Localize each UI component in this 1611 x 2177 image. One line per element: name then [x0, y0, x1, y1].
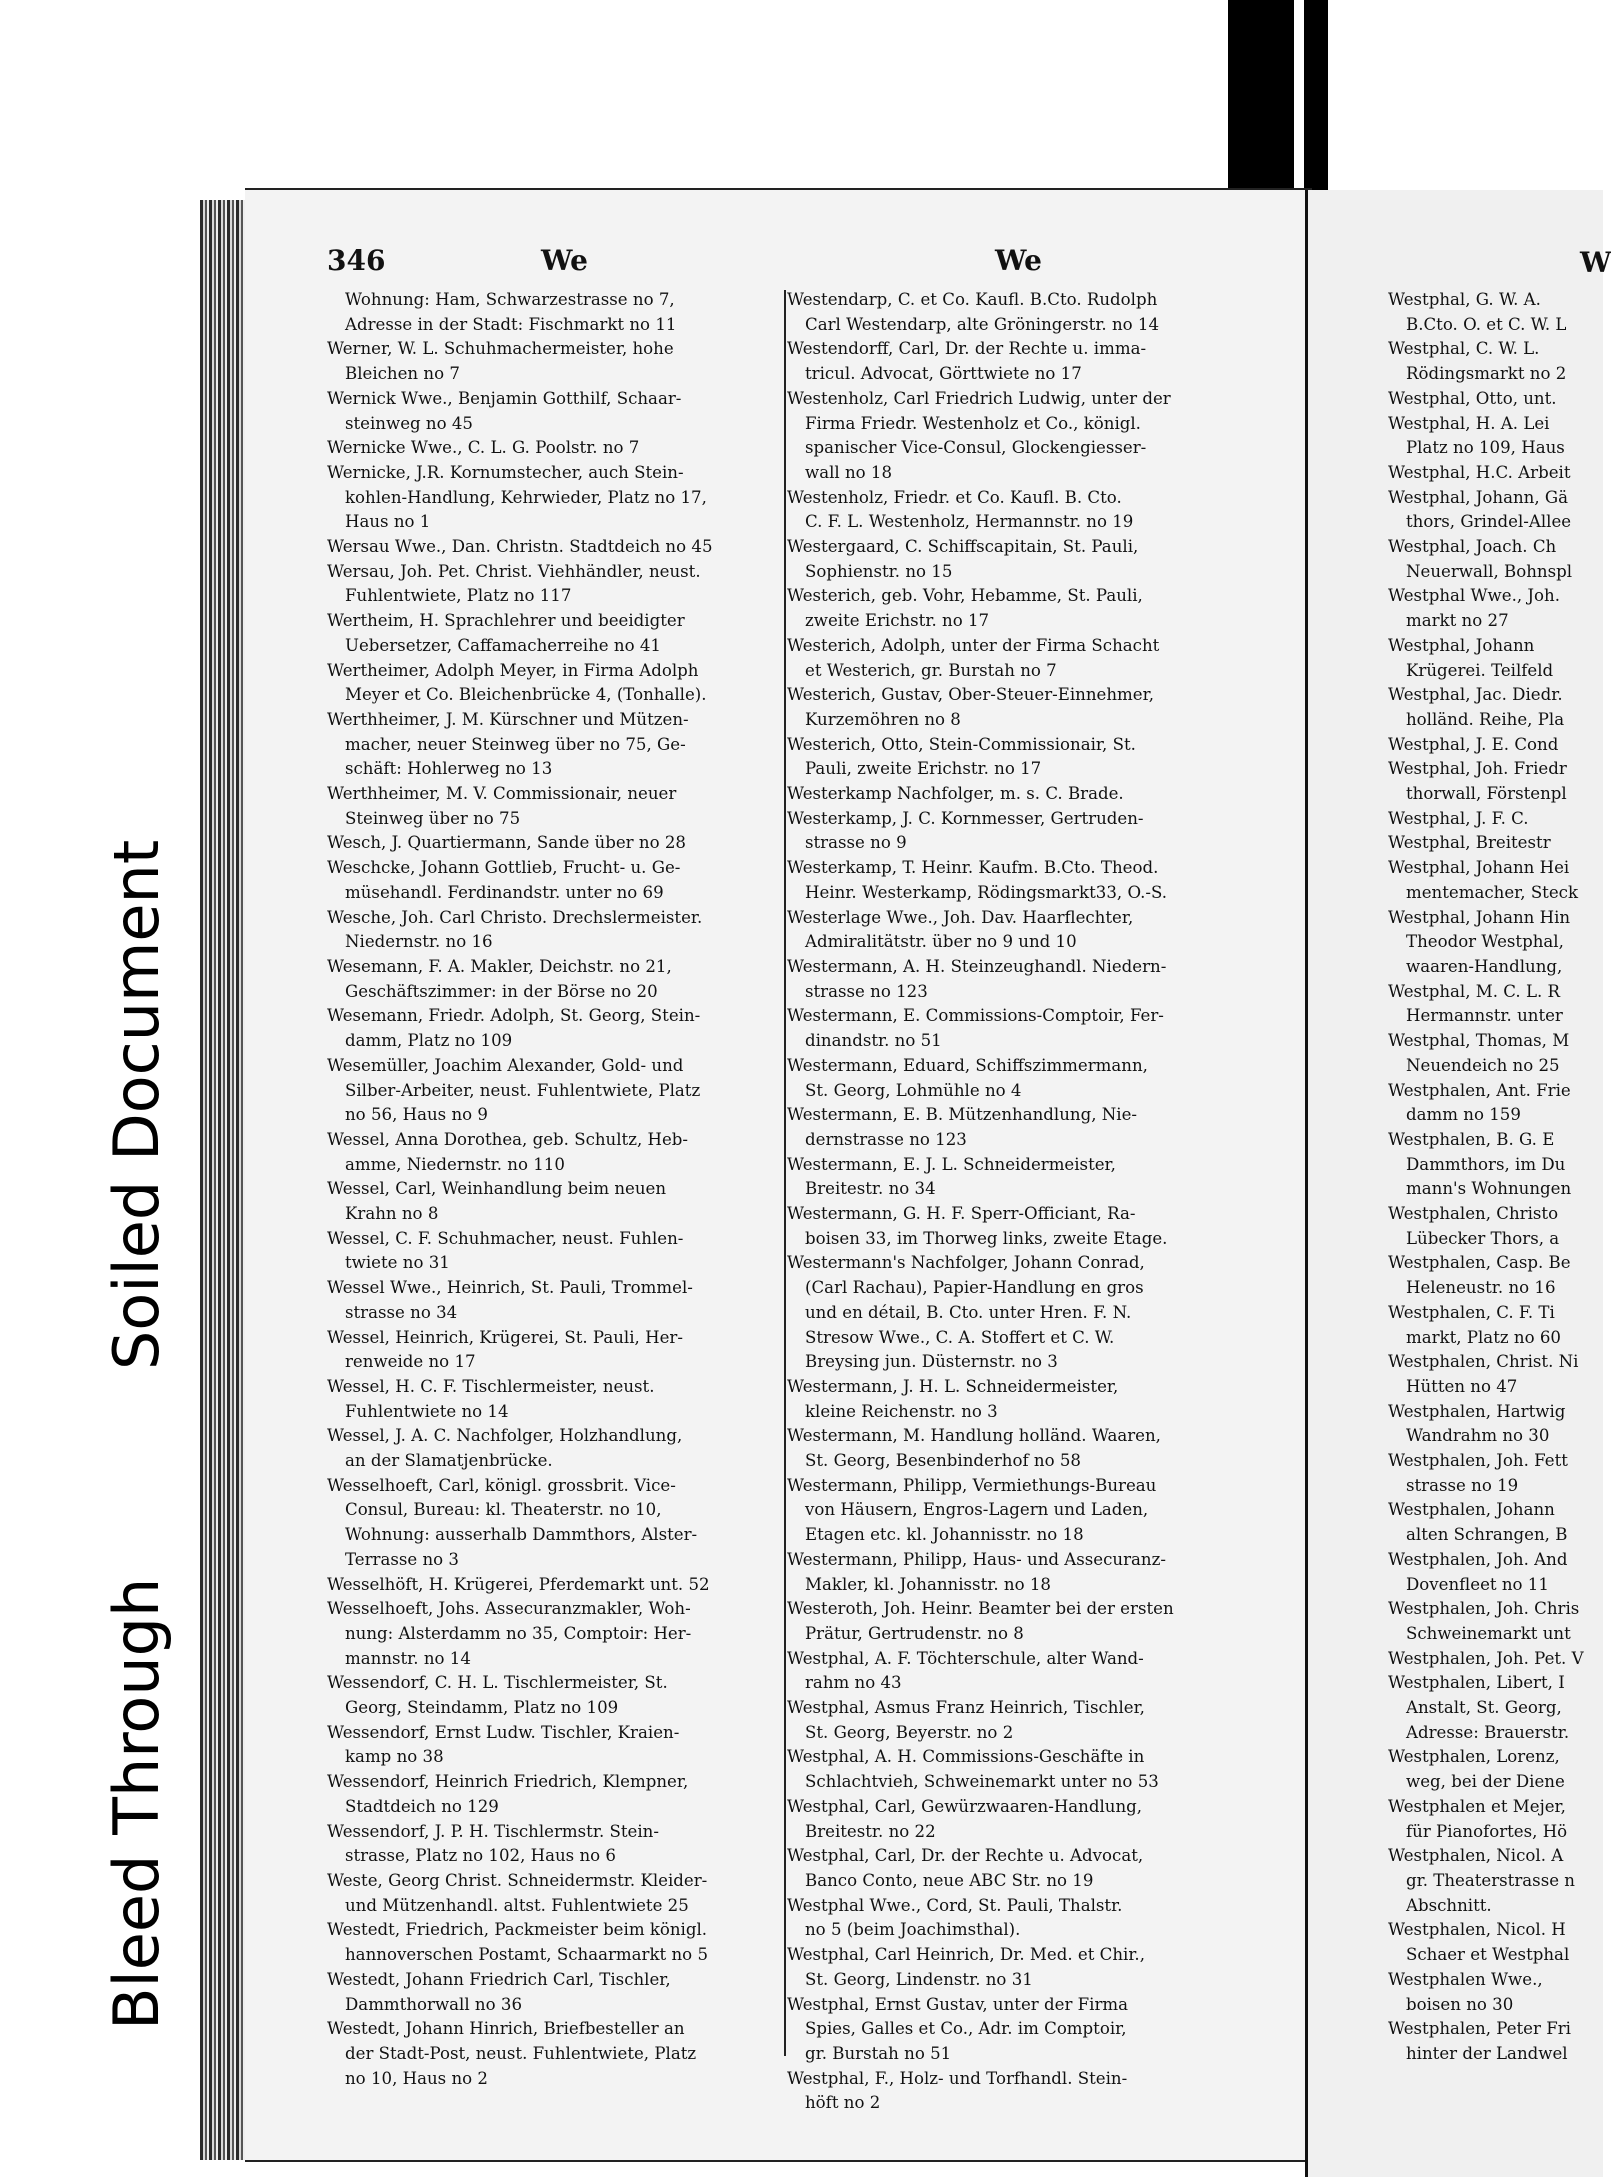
- directory-line: Schaer et Westphal: [1406, 1945, 1570, 1965]
- directory-line: und en détail, B. Cto. unter Hren. F. N.: [805, 1302, 1132, 1322]
- directory-line: thorwall, Förstenpl: [1406, 784, 1567, 804]
- directory-line: Fuhlentwiete no 14: [345, 1401, 509, 1421]
- directory-line: dinandstr. no 51: [805, 1031, 942, 1051]
- directory-line: schäft: Hohlerweg no 13: [345, 759, 553, 779]
- directory-line: Westphal, Carl, Dr. der Rechte u. Advocat,: [787, 1846, 1144, 1866]
- directory-line: steinweg no 45: [345, 413, 473, 433]
- directory-line: Westphalen, B. G. E: [1388, 1129, 1555, 1149]
- directory-line: Dammthors, im Du: [1406, 1154, 1566, 1174]
- directory-line: strasse, Platz no 102, Haus no 6: [345, 1846, 616, 1866]
- directory-line: Westphalen et Mejer,: [1388, 1796, 1566, 1816]
- directory-line: et Westerich, gr. Burstah no 7: [805, 660, 1057, 680]
- directory-line: Wohnung: ausserhalb Dammthors, Alster-: [345, 1525, 698, 1545]
- directory-line: Wessel, Carl, Weinhandlung beim neuen: [327, 1179, 667, 1199]
- directory-line: Breitestr. no 34: [805, 1179, 936, 1199]
- directory-line: Etagen etc. kl. Johannisstr. no 18: [805, 1525, 1084, 1545]
- directory-line: Meyer et Co. Bleichenbrücke 4, (Tonhalle).: [345, 685, 707, 705]
- directory-line: Uebersetzer, Caffamacherreihe no 41: [345, 635, 661, 655]
- directory-line: Westphalen, Christo: [1388, 1204, 1559, 1224]
- column-header-middle: We: [995, 244, 1042, 277]
- directory-line: Carl Westendarp, alte Gröningerstr. no 14: [805, 314, 1160, 334]
- directory-line: Wesselhöft, H. Krügerei, Pferdemarkt unt. 52: [327, 1574, 710, 1594]
- directory-line: Wessendorf, J. P. H. Tischlermstr. Stein-: [327, 1821, 659, 1841]
- directory-line: Wersau, Joh. Pet. Christ. Viehhändler, neust.: [327, 561, 701, 581]
- directory-line: Firma Friedr. Westenholz et Co., königl.: [805, 413, 1141, 433]
- directory-line: alten Schrangen, B: [1406, 1525, 1568, 1545]
- directory-line: kohlen-Handlung, Kehrwieder, Platz no 17,: [345, 487, 707, 507]
- directory-line: nung: Alsterdamm no 35, Comptoir: Her-: [345, 1623, 692, 1643]
- directory-line: Westphal, Breitestr: [1388, 833, 1551, 853]
- directory-line: Admiralitätstr. über no 9 und 10: [805, 932, 1077, 952]
- directory-line: Westphal, J. E. Cond: [1388, 734, 1559, 754]
- directory-line: Banco Conto, neue ABC Str. no 19: [805, 1871, 1094, 1890]
- directory-line: Westphal, M. C. L. R: [1388, 981, 1561, 1001]
- directory-line: Silber-Arbeiter, neust. Fuhlentwiete, Platz: [345, 1080, 701, 1100]
- directory-line: Wessel, C. F. Schuhmacher, neust. Fuhlen-: [327, 1228, 684, 1248]
- directory-line: Heinr. Westerkamp, Rödingsmarkt33, O.-S.: [805, 882, 1168, 902]
- directory-line: Westphal, Thomas, M: [1388, 1031, 1570, 1051]
- directory-line: Westerlage Wwe., Joh. Dav. Haarflechter,: [787, 907, 1134, 927]
- directory-line: Hermannstr. unter: [1406, 1006, 1563, 1026]
- directory-line: Westphal, H.C. Arbeit: [1388, 462, 1571, 482]
- directory-line: Westphalen, C. F. Ti: [1388, 1302, 1555, 1322]
- directory-line: Westermann, Eduard, Schiffszimmermann,: [787, 1055, 1148, 1075]
- directory-line: Wernicke, J.R. Kornumstecher, auch Stein-: [327, 462, 684, 482]
- directory-line: Kurzemöhren no 8: [805, 709, 961, 729]
- directory-line: der Stadt-Post, neust. Fuhlentwiete, Platz: [345, 2043, 697, 2063]
- directory-line: damm no 159: [1406, 1105, 1521, 1125]
- directory-line: Westphal, Johann: [1388, 635, 1535, 655]
- directory-line: thors, Grindel-Allee: [1406, 512, 1572, 532]
- directory-line: Westphal, F., Holz- und Torfhandl. Stein-: [787, 2068, 1128, 2088]
- directory-line: (Carl Rachau), Papier-Handlung en gros: [805, 1278, 1144, 1298]
- directory-line: Wesche, Joh. Carl Christo. Drechslermeister.: [327, 907, 703, 927]
- directory-line: Rödingsmarkt no 2: [1406, 364, 1567, 384]
- directory-line: Wersau Wwe., Dan. Christn. Stadtdeich no 45: [327, 537, 713, 557]
- directory-line: Westerkamp, J. C. Kornmesser, Gertruden-: [787, 808, 1144, 828]
- directory-line: Werthheimer, M. V. Commissionair, neuer: [327, 784, 677, 804]
- directory-line: Westeroth, Joh. Heinr. Beamter bei der ersten: [787, 1599, 1174, 1619]
- directory-line: Westerich, Otto, Stein-Commissionair, St.: [787, 734, 1136, 754]
- directory-line: Krahn no 8: [345, 1204, 439, 1224]
- directory-line: Wernicke Wwe., C. L. G. Poolstr. no 7: [327, 438, 640, 458]
- directory-line: Westphalen, Nicol. A: [1388, 1846, 1564, 1866]
- directory-line: Abschnitt.: [1406, 1895, 1492, 1915]
- directory-line: renweide no 17: [345, 1352, 476, 1372]
- directory-line: Neuendeich no 25: [1406, 1055, 1560, 1075]
- directory-line: höft no 2: [805, 2093, 881, 2113]
- directory-line: Westphal, Johann Hei: [1388, 858, 1570, 878]
- directory-line: Werner, W. L. Schuhmachermeister, hohe: [327, 339, 674, 359]
- directory-line: Breitestr. no 22: [805, 1821, 936, 1841]
- directory-line: Westphal, Joh. Friedr: [1388, 759, 1567, 779]
- directory-line: Wessendorf, C. H. L. Tischlermeister, St.: [327, 1673, 668, 1693]
- directory-line: Schlachtvieh, Schweinemarkt unter no 53: [805, 1772, 1159, 1792]
- directory-line: Westermann, A. H. Steinzeughandl. Niedern-: [787, 956, 1167, 976]
- directory-line: Georg, Steindamm, Platz no 109: [345, 1698, 619, 1718]
- directory-line: Westphalen Wwe.,: [1388, 1969, 1543, 1989]
- directory-line: mann's Wohnungen: [1406, 1179, 1572, 1199]
- directory-line: dernstrasse no 123: [805, 1129, 967, 1149]
- directory-line: Wesemann, Friedr. Adolph, St. Georg, Stein-: [327, 1006, 701, 1026]
- directory-line: Westphal, Ernst Gustav, unter der Firma: [787, 1994, 1129, 2014]
- directory-line: Wessendorf, Heinrich Friedrich, Klempner,: [327, 1772, 689, 1792]
- directory-line: Westphalen, Christ. Ni: [1388, 1352, 1579, 1372]
- directory-line: Neuerwall, Bohnspl: [1406, 561, 1573, 581]
- directory-line: mentemacher, Steck: [1406, 882, 1579, 902]
- directory-line: Theodor Westphal,: [1406, 932, 1564, 952]
- directory-line: Westphal, Carl, Gewürzwaaren-Handlung,: [787, 1796, 1143, 1816]
- column-header-right: W: [1580, 246, 1611, 279]
- directory-line: Westphalen, Casp. Be: [1388, 1253, 1571, 1273]
- directory-line: B.Cto. O. et C. W. L: [1406, 314, 1567, 334]
- directory-line: strasse no 34: [345, 1302, 458, 1322]
- directory-line: Westphalen, Joh. And: [1388, 1549, 1568, 1569]
- directory-line: St. Georg, Beyerstr. no 2: [805, 1722, 1014, 1742]
- directory-line: Westphal, J. F. C.: [1388, 808, 1529, 828]
- directory-line: Adresse in der Stadt: Fischmarkt no 11: [345, 314, 677, 334]
- directory-line: Westphal Wwe., Cord, St. Pauli, Thalstr.: [787, 1895, 1123, 1915]
- directory-line: Westphal, H. A. Lei: [1388, 413, 1550, 433]
- directory-line: Westphal, A. H. Commissions-Geschäfte in: [787, 1747, 1145, 1767]
- directory-line: Westphalen, Joh. Pet. V: [1388, 1648, 1584, 1668]
- directory-line: damm, Platz no 109: [345, 1031, 513, 1051]
- directory-line: spanischer Vice-Consul, Glockengiesser-: [805, 438, 1147, 458]
- directory-line: Westermann, M. Handlung holländ. Waaren,: [787, 1426, 1161, 1446]
- directory-line: Wessel, H. C. F. Tischlermeister, neust.: [327, 1376, 655, 1396]
- directory-line: Westedt, Johann Friedrich Carl, Tischler,: [327, 1969, 671, 1989]
- directory-line: tricul. Advocat, Görttwiete no 17: [805, 364, 1082, 384]
- directory-line: kamp no 38: [345, 1747, 444, 1767]
- directory-line: müsehandl. Ferdinandstr. unter no 69: [345, 882, 664, 902]
- directory-line: strasse no 19: [1406, 1475, 1519, 1495]
- directory-line: boisen no 30: [1406, 1994, 1514, 2014]
- directory-line: Westenholz, Friedr. et Co. Kaufl. B. Cto.: [787, 487, 1122, 507]
- directory-line: Westerich, geb. Vohr, Hebamme, St. Pauli,: [787, 586, 1143, 606]
- directory-line: Wertheimer, Adolph Meyer, in Firma Adolph: [327, 660, 699, 680]
- directory-line: Westerkamp Nachfolger, m. s. C. Brade.: [787, 784, 1124, 804]
- directory-line: Wesemüller, Joachim Alexander, Gold- und: [327, 1055, 684, 1075]
- directory-line: Wandrahm no 30: [1406, 1426, 1550, 1446]
- directory-line: no 5 (beim Joachimsthal).: [805, 1920, 1021, 1940]
- directory-line: Westendorff, Carl, Dr. der Rechte u. imma-: [787, 339, 1147, 359]
- directory-line: Wesselhoeft, Carl, königl. grossbrit. Vice-: [327, 1475, 676, 1495]
- directory-line: Westphal, Carl Heinrich, Dr. Med. et Chir.,: [787, 1945, 1145, 1965]
- directory-line: Spies, Galles et Co., Adr. im Comptoir,: [805, 2019, 1127, 2039]
- directory-line: Westphalen, Joh. Chris: [1388, 1599, 1580, 1619]
- directory-line: Westphalen, Ant. Frie: [1388, 1080, 1571, 1100]
- directory-line: Krügerei. Teilfeld: [1406, 660, 1554, 680]
- directory-line: strasse no 123: [805, 981, 928, 1001]
- directory-line: markt no 27: [1406, 611, 1509, 631]
- directory-line: Pauli, zweite Erichstr. no 17: [805, 759, 1042, 779]
- directory-line: Niedernstr. no 16: [345, 932, 493, 952]
- directory-line: mannstr. no 14: [345, 1648, 471, 1668]
- directory-line: Westphal, G. W. A.: [1388, 290, 1541, 309]
- directory-line: Westendarp, C. et Co. Kaufl. B.Cto. Rudolph: [787, 290, 1158, 309]
- page-number: 346: [327, 244, 386, 277]
- directory-line: und Mützenhandl. altst. Fuhlentwiete 25: [345, 1895, 689, 1915]
- directory-line: Westermann, E. Commissions-Comptoir, Fer-: [787, 1006, 1164, 1026]
- directory-line: gr. Theaterstrasse n: [1406, 1871, 1575, 1890]
- directory-line: gr. Burstah no 51: [805, 2043, 952, 2063]
- directory-line: no 10, Haus no 2: [345, 2068, 488, 2088]
- directory-column-right: [1388, 288, 1603, 2067]
- directory-line: Westphalen, Libert, I: [1388, 1673, 1565, 1693]
- book-spine: [1228, 0, 1328, 200]
- directory-line: Sophienstr. no 15: [805, 561, 953, 581]
- directory-line: Heleneustr. no 16: [1406, 1278, 1556, 1298]
- directory-line: Westermann, Philipp, Haus- und Assecuranz-: [787, 1549, 1166, 1569]
- directory-line: Adresse: Brauerstr.: [1406, 1722, 1570, 1742]
- directory-line: Westphal, A. F. Töchterschule, alter Wand-: [787, 1648, 1144, 1668]
- directory-line: Wessel, Anna Dorothea, geb. Schultz, Heb-: [327, 1129, 689, 1149]
- directory-line: Wesemann, F. A. Makler, Deichstr. no 21,: [327, 956, 672, 976]
- directory-line: Bleichen no 7: [345, 364, 460, 384]
- directory-line: Westerich, Adolph, unter der Firma Schacht: [787, 635, 1160, 655]
- directory-line: Westermann, E. B. Mützenhandlung, Nie-: [787, 1105, 1138, 1125]
- directory-line: Stadtdeich no 129: [345, 1796, 499, 1816]
- directory-line: Westenholz, Carl Friedrich Ludwig, unter der: [787, 388, 1171, 408]
- column-header-left: We: [541, 244, 588, 277]
- page-edges: [200, 200, 250, 2160]
- directory-line: St. Georg, Besenbinderhof no 58: [805, 1451, 1081, 1471]
- directory-line: Wessel Wwe., Heinrich, St. Pauli, Trommel-: [327, 1278, 693, 1298]
- directory-line: Weste, Georg Christ. Schneidermstr. Kleider-: [327, 1871, 708, 1890]
- directory-line: Geschäftszimmer: in der Börse no 20: [345, 981, 658, 1001]
- directory-line: amme, Niedernstr. no 110: [345, 1154, 565, 1174]
- directory-line: Wertheim, H. Sprachlehrer und beeidigter: [327, 611, 685, 631]
- directory-line: für Pianofortes, Hö: [1406, 1821, 1568, 1841]
- directory-line: holländ. Reihe, Pla: [1406, 709, 1565, 729]
- directory-column-middle: [787, 288, 1249, 2116]
- directory-line: twiete no 31: [345, 1253, 450, 1273]
- directory-line: hannoverschen Postamt, Schaarmarkt no 5: [345, 1945, 708, 1965]
- directory-line: Prätur, Gertrudenstr. no 8: [805, 1623, 1024, 1643]
- soiled-document-label: Soiled Document: [100, 830, 173, 1380]
- left-page: [245, 188, 1312, 2162]
- directory-line: Werthheimer, J. M. Kürschner und Mützen-: [327, 709, 689, 729]
- directory-line: Wesch, J. Quartiermann, Sande über no 28: [327, 833, 686, 853]
- directory-line: Westermann, E. J. L. Schneidermeister,: [787, 1154, 1116, 1174]
- directory-line: Lübecker Thors, a: [1406, 1228, 1560, 1248]
- directory-line: Westedt, Johann Hinrich, Briefbesteller an: [327, 2019, 685, 2039]
- directory-line: Westphal, C. W. L.: [1388, 339, 1540, 359]
- directory-line: Westerkamp, T. Heinr. Kaufm. B.Cto. Theod.: [787, 858, 1159, 878]
- directory-line: rahm no 43: [805, 1673, 902, 1693]
- directory-line: an der Slamatjenbrücke.: [345, 1451, 553, 1471]
- directory-line: macher, neuer Steinweg über no 75, Ge-: [345, 734, 686, 754]
- directory-line: Fuhlentwiete, Platz no 117: [345, 586, 572, 606]
- directory-line: Dovenfleet no 11: [1406, 1574, 1549, 1594]
- directory-line: Wesselhoeft, Johs. Assecuranzmakler, Woh-: [327, 1599, 691, 1619]
- column-divider: [784, 290, 786, 2056]
- directory-line: St. Georg, Lohmühle no 4: [805, 1080, 1022, 1100]
- directory-line: boisen 33, im Thorweg links, zweite Etage.: [805, 1228, 1168, 1248]
- directory-line: Anstalt, St. Georg,: [1406, 1698, 1562, 1718]
- directory-line: Wessendorf, Ernst Ludw. Tischler, Kraien-: [327, 1722, 680, 1742]
- directory-line: Dammthorwall no 36: [345, 1994, 522, 2014]
- directory-line: Westphalen, Hartwig: [1388, 1401, 1566, 1421]
- directory-line: Schweinemarkt unt: [1406, 1623, 1571, 1643]
- directory-line: Westermann, Philipp, Vermiethungs-Bureau: [787, 1475, 1157, 1495]
- directory-line: markt, Platz no 60: [1406, 1327, 1561, 1347]
- directory-line: Westphal, Otto, unt.: [1388, 388, 1557, 408]
- directory-line: Westphalen, Johann: [1388, 1500, 1555, 1520]
- directory-line: Westphal, Johann, Gä: [1388, 487, 1569, 507]
- directory-line: Westphalen, Joh. Fett: [1388, 1451, 1568, 1471]
- directory-line: Haus no 1: [345, 512, 431, 532]
- directory-line: Platz no 109, Haus: [1406, 438, 1565, 458]
- directory-line: Wessel, J. A. C. Nachfolger, Holzhandlung,: [327, 1426, 683, 1446]
- directory-line: zweite Erichstr. no 17: [805, 611, 990, 631]
- directory-line: waaren-Handlung,: [1406, 956, 1563, 976]
- directory-line: Steinweg über no 75: [345, 808, 521, 828]
- directory-line: Westermann's Nachfolger, Johann Conrad,: [787, 1253, 1145, 1273]
- directory-line: Wernick Wwe., Benjamin Gotthilf, Schaar-: [327, 388, 682, 408]
- right-page: [1305, 190, 1611, 2177]
- directory-line: Makler, kl. Johannisstr. no 18: [805, 1574, 1051, 1594]
- directory-line: Wohnung: Ham, Schwarzestrasse no 7,: [345, 290, 675, 309]
- directory-line: Westphalen, Nicol. H: [1388, 1920, 1566, 1940]
- directory-line: Westphal, Jac. Diedr.: [1388, 685, 1563, 705]
- directory-line: weg, bei der Diene: [1406, 1772, 1565, 1792]
- directory-line: Westphalen, Peter Fri: [1388, 2019, 1571, 2039]
- directory-line: Breysing jun. Düsternstr. no 3: [805, 1352, 1058, 1372]
- directory-line: St. Georg, Lindenstr. no 31: [805, 1969, 1033, 1989]
- directory-line: Terrasse no 3: [345, 1549, 459, 1569]
- directory-line: Westergaard, C. Schiffscapitain, St. Pauli,: [787, 537, 1139, 557]
- directory-line: strasse no 9: [805, 833, 907, 853]
- directory-line: Westerich, Gustav, Ober-Steuer-Einnehmer,: [787, 685, 1154, 705]
- directory-line: von Häusern, Engros-Lagern und Laden,: [805, 1500, 1149, 1520]
- directory-line: hinter der Landwel: [1406, 2043, 1568, 2063]
- directory-line: Weschcke, Johann Gottlieb, Frucht- u. Ge-: [327, 858, 681, 878]
- directory-line: Westermann, J. H. L. Schneidermeister,: [787, 1376, 1119, 1396]
- directory-line: Hütten no 47: [1406, 1376, 1518, 1396]
- directory-line: Westphal, Asmus Franz Heinrich, Tischler,: [787, 1698, 1145, 1718]
- directory-line: Consul, Bureau: kl. Theaterstr. no 10,: [345, 1500, 662, 1520]
- directory-line: wall no 18: [805, 462, 893, 482]
- directory-line: Westphal, Johann Hin: [1388, 907, 1571, 927]
- directory-line: Westermann, G. H. F. Sperr-Officiant, Ra-: [787, 1204, 1136, 1224]
- bleed-through-label: Bleed Through: [100, 1568, 173, 2040]
- directory-line: no 56, Haus no 9: [345, 1105, 488, 1125]
- directory-line: Wessel, Heinrich, Krügerei, St. Pauli, Her-: [327, 1327, 683, 1347]
- directory-line: Westedt, Friedrich, Packmeister beim königl.: [327, 1920, 708, 1940]
- directory-line: Stresow Wwe., C. A. Stoffert et C. W.: [805, 1327, 1115, 1347]
- directory-column-left: [327, 288, 782, 2091]
- directory-line: C. F. L. Westenholz, Hermannstr. no 19: [805, 512, 1134, 532]
- directory-line: Westphal, Joach. Ch: [1388, 537, 1557, 557]
- directory-line: kleine Reichenstr. no 3: [805, 1401, 998, 1421]
- directory-line: Westphalen, Lorenz,: [1388, 1747, 1560, 1767]
- directory-line: Westphal Wwe., Joh.: [1388, 586, 1560, 606]
